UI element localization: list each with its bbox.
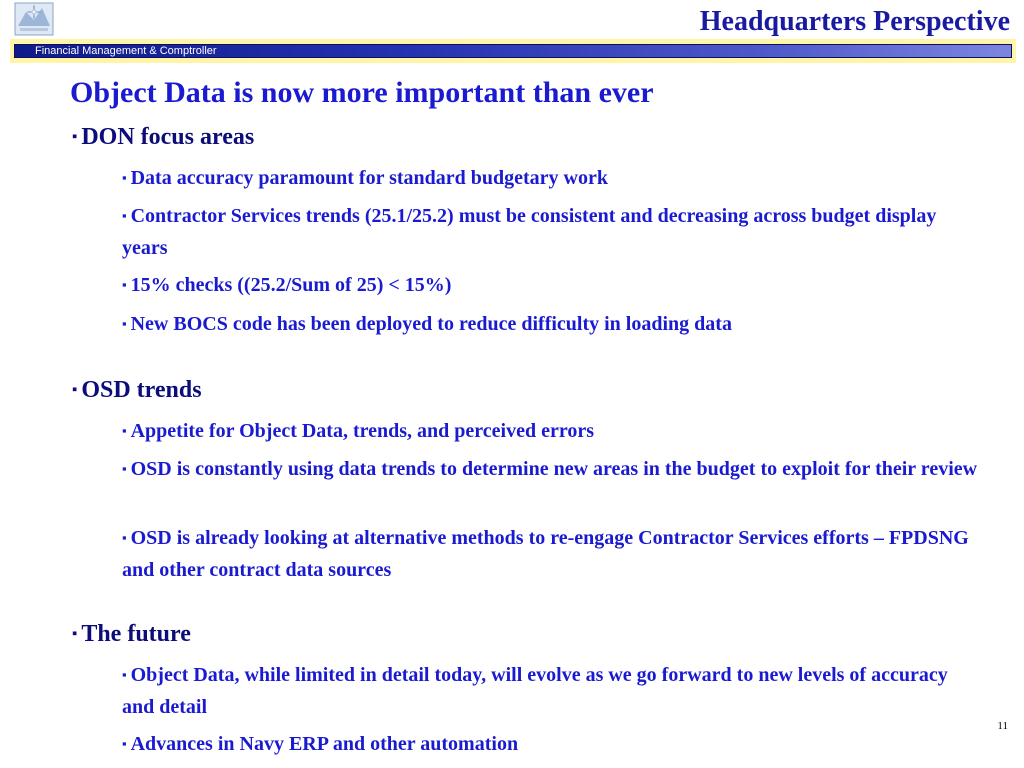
list-item (122, 523, 982, 586)
list-item (122, 660, 982, 723)
section-heading-label: DON focus areas (81, 124, 255, 150)
square-bullet-icon: ▪ (122, 736, 127, 751)
list-item (122, 270, 982, 302)
list-item-text: Object Data, while limited in detail today, will evolve as we go forward to new levels of accuracy and detail (122, 664, 948, 718)
square-bullet-icon: ▪ (122, 170, 127, 185)
list-item-text: 15% checks ((25.2/Sum of 25) < 15%) (130, 274, 452, 296)
header-title: Headquarters Perspective (699, 6, 1010, 37)
square-bullet-icon: ▪ (122, 316, 127, 331)
square-bullet-icon: ▪ (122, 208, 127, 223)
slide-title: Object Data is now more important than ever (70, 76, 654, 109)
list-item (122, 201, 982, 264)
square-bullet-icon: ▪ (122, 667, 127, 682)
banner-frame (10, 39, 1016, 63)
list-item (122, 309, 982, 341)
section-heading-don-focus-areas (72, 124, 254, 151)
list-item (122, 416, 982, 448)
banner-label: Financial Management & Comptroller (35, 45, 217, 57)
section-heading-the-future (72, 621, 191, 648)
list-item (122, 163, 982, 195)
square-bullet-icon: ▪ (72, 129, 78, 145)
list-item (122, 454, 982, 486)
list-item-text: New BOCS code has been deployed to reduce difficulty in loading data (130, 313, 732, 335)
banner-bar (14, 44, 1012, 58)
list-item-text: OSD is constantly using data trends to determine new areas in the budget to exploit for their review (130, 458, 978, 480)
square-bullet-icon: ▪ (72, 626, 78, 642)
list-item (122, 729, 982, 761)
list-item-text: Appetite for Object Data, trends, and perceived errors (130, 420, 595, 442)
section-heading-label: The future (81, 621, 191, 647)
list-item-text: Data accuracy paramount for standard budgetary work (130, 167, 609, 189)
section-heading-label: OSD trends (81, 377, 202, 403)
list-item-text: Contractor Services trends (25.1/25.2) must be consistent and decreasing across budget display years (122, 205, 937, 259)
page-number: 11 (997, 720, 1008, 732)
list-item-text: Advances in Navy ERP and other automation (130, 733, 519, 755)
section-heading-osd-trends (72, 377, 202, 404)
list-item-text: OSD is already looking at alternative methods to re-engage Contractor Services efforts – FPDSNG and other contract data sources (122, 527, 969, 581)
square-bullet-icon: ▪ (122, 461, 127, 476)
square-bullet-icon: ▪ (122, 277, 127, 292)
square-bullet-icon: ▪ (72, 382, 78, 398)
organization-logo (14, 2, 54, 36)
square-bullet-icon: ▪ (122, 423, 127, 438)
square-bullet-icon: ▪ (122, 530, 127, 545)
